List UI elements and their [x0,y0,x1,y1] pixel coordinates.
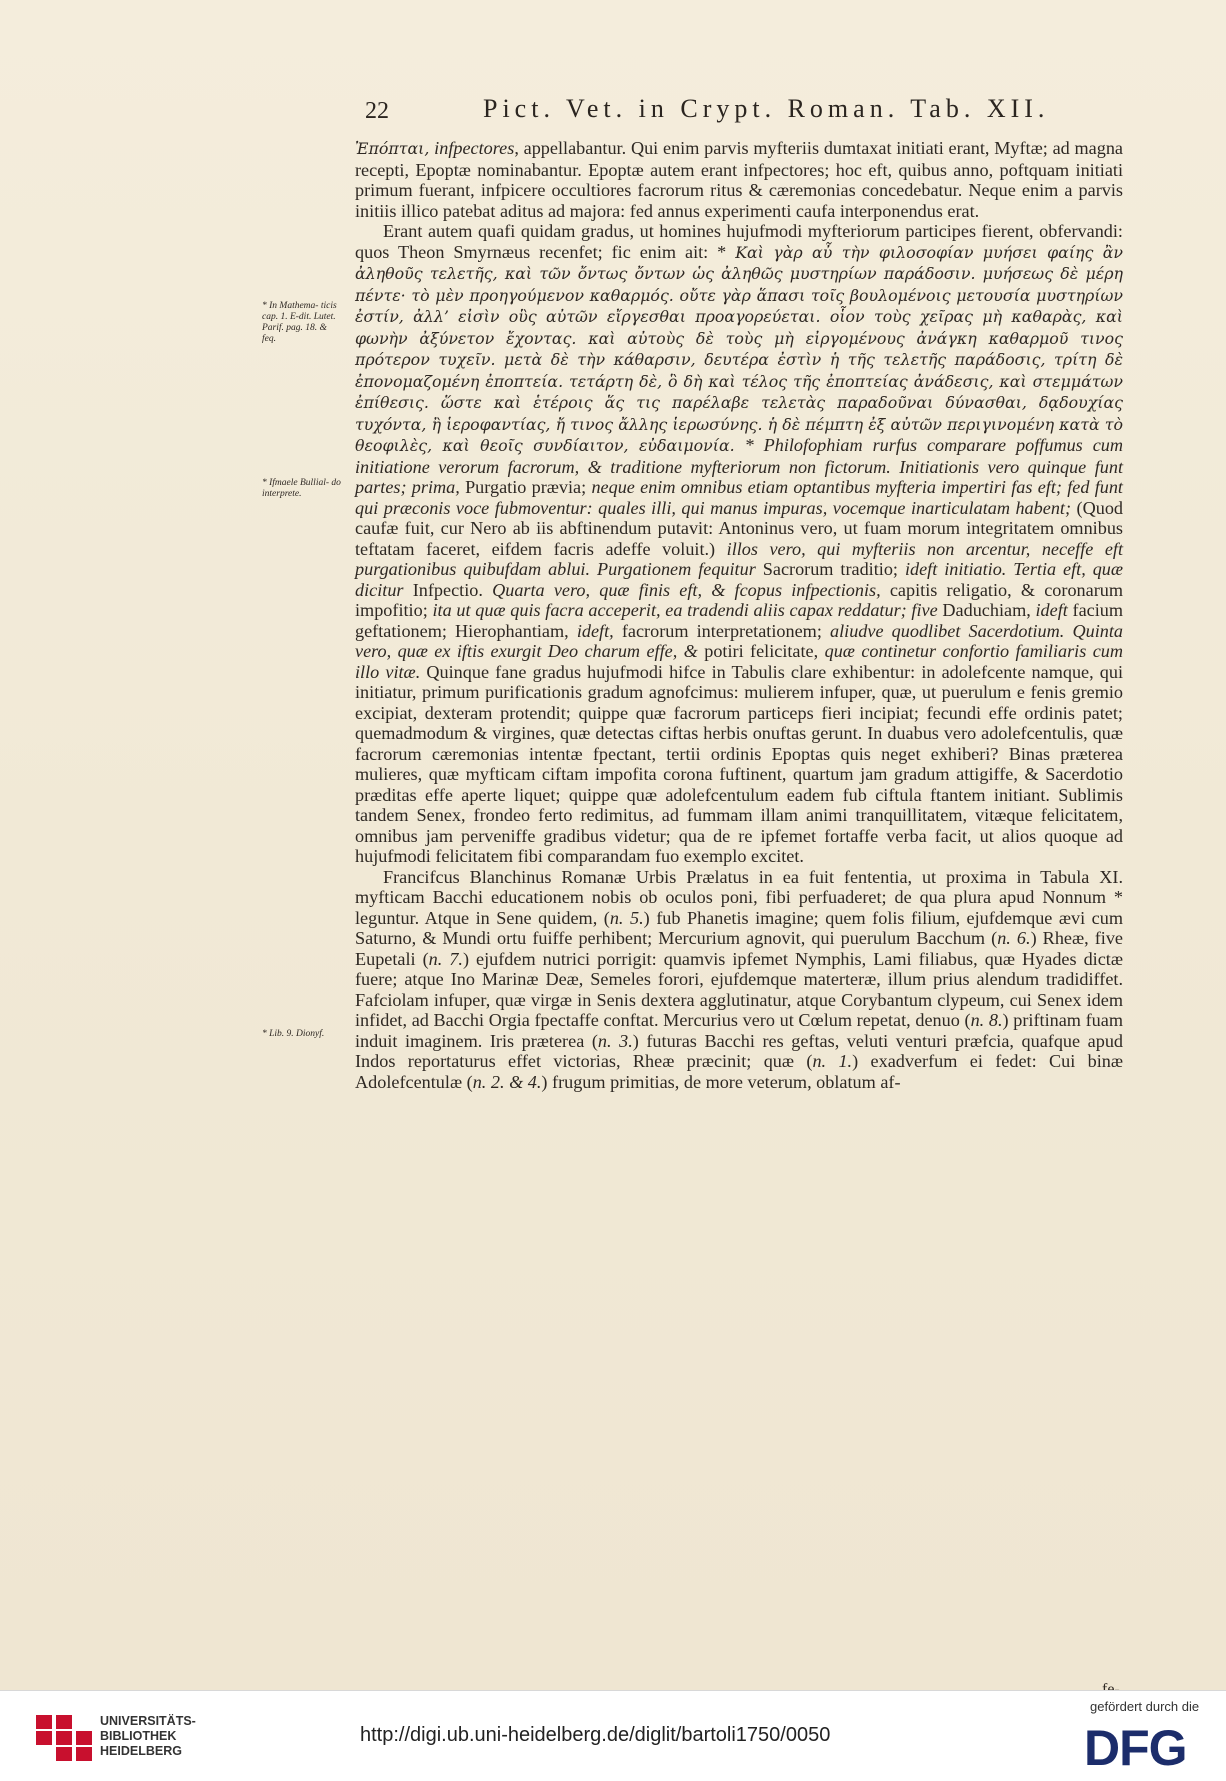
margin-note: * Lib. 9. Dionyf. [262,1029,325,1039]
margin-note: * In Mathema- ticis cap. 1. E-dit. Lutet. Parif. pag. 18. & feq. [262,301,337,344]
dfg-logo-text: DFG [1084,1720,1187,1771]
funding-label: gefördert durch die [1090,1699,1200,1714]
paragraph: Erant autem quafi quidam gradus, ut homines hujufmodi myfteriorum participes fierent, obfervandi: quos Theon Smyrnæus recenfet; fic enim ait: * Καὶ γὰρ αὖ τὴν φιλοσοφίαν μυήσει φαίης ἂν ἀληθοῦς τελετῆς, καὶ τῶν ὄντως ὄντων ὡς ἀληθῶς μυστηρίων παράδοσιν. μυήσεως δὲ μέρη πέντε· τὸ μὲν προηγούμενον καθαρμός. οὔτε γὰρ ἅπασι τοῖς βουλομένοις μετουσία μυστηρίων ἐστίν, ἀλλ’ εἰσὶν οὓς αὐτῶν εἴργεσθαι προαγορεύεται. οἷον τοὺς χεῖρας μὴ καθαρὰς, καὶ φωνὴν ἀξύνετον ἔχοντας. καὶ αὐτοὺς δὲ τοὺς μὴ εἰργομένους ἀνάγκη καθαρμοῦ τινος πρότερον τυχεῖν. μετὰ δὲ τὴν κάθαρσιν, δευτέρα ἐστὶν ἡ τῆς τελετῆς παράδοσις, τρίτη δὲ ἐπονομαζομένη ἐποπτεία. τετάρτη δὲ, ὃ δὴ καὶ τέλος τῆς ἐποπτείας ἀνάδεσις, καὶ στεμμάτων ἐπίθεσις. ὥστε καὶ ἑτέροις ἅς τις παρέλαβε τελετὰς παραδοῦναι δύνασθαι, δᾳδουχίας τυχόντα, ἢ ἱεροφαντίας, ἤ τινος ἄλλης ἱερωσύνης. ἡ δὲ πέμπτη ἐξ αὐτῶν περιγινομένη κατὰ τὸ θεοφιλὲς, καὶ θεοῖς συνδίαιτον, εὐδαιμονία. * Philofophiam rurfus comparare poffumus cum initiatione verorum facrorum, & traditione myfteriorum non fictorum. Initiationis vero quinque funt partes; prima, Purgatio prævia; neque enim omnibus etiam optantibus myfteria impertiri fas eft; fed funt qui præconis voce fubmoventur: quales illi, qui manus impuras, vocemque inarticulatam habent; (Quod caufæ fuit, cur Nero ab iis abftinendum putavit: Antoninus vero, ut fuam morum integritatem omnibus teftatam faceret, eifdem facris adeffe voluit.) illos vero, qui myfteriis non arcentur, neceffe eft purgationibus quibufdam ablui. Purgationem fequitur Sacrorum traditio; ideft initiatio. Tertia eft, quæ dicitur Infpectio. Quarta vero, quæ finis eft, & fcopus infpectionis, capitis religatio, & coronarum impofitio; ita ut quæ quis facra acceperit, ea tradendi aliis capax reddatur; five Daduchiam, ideft facium geftationem; Hierophantiam, ideft, facrorum interpretationem; aliudve quodlibet Sacerdotium. Quinta vero, quæ ex iftis exurgit Deo charum effe, & potiri felicitate, quæ continetur confortio familiaris cum illo vitæ. Quinque fane gradus hujufmodi hifce in Tabulis clare exhibentur: in adolefcente namque, qui initiatur, primum purificationis gradum agnofcimus: mulierem infuper, quæ, ut puerulum e fenis gremio excipiat, dexteram protendit; quippe quæ facrorum particeps fieri incipiat; fecundi effe ordinis patet; quemadmodum & virgines, quæ detectas ciftas herbis onuftas gerunt. In duabus vero adolefcentulis, quæ facrorum cæremonias intentæ fpectant, tertii ordinis Epoptas quis neget exhiberi? Binas præterea mulieres, quæ myfticam ciftam impofita corona fuftinent, quartum jam gradum attigiffe, & Sacerdotio præditas effe aperte liquet; quippe quæ adolefcentulum eadem fub ciftula ftantem initiant. Sublimis tandem Senex, frondeo ferto redimitus, ad fummam illam animi tranquillitatem, vitæque felicitatem, omnibus jam perveniffe gradibus videtur; qua de re ipfemet fortaffe verba facit, ut alios quoque ad hujufmodi felicitatem fibi comparandam fuo exemplo excitet. [355,221,1124,866]
running-title: Pict. Vet. in Crypt. Roman. Tab. XII. [483,94,1050,123]
footer-bar [0,1690,1226,1781]
greek-quotation: Καὶ γὰρ αὖ τὴν φιλοσοφίαν μυήσει φαίης ἂν ἀληθοῦς τελετῆς, καὶ τῶν ὄντως ὄντων ὡς ἀληθῶς μυστηρίων παράδοσιν. μυήσεως δὲ μέρη πέντε· τὸ μὲν προηγούμενον καθαρμός. οὔτε γὰρ ἅπασι τοῖς βουλομένοις μετουσία μυστηρίων ἐστίν, ἀλλ’ εἰσὶν οὓς αὐτῶν εἴργεσθαι προαγορεύεται. οἷον τοὺς χεῖρας μὴ καθαρὰς, καὶ φωνὴν ἀξύνετον ἔχοντας. καὶ αὐτοὺς δὲ τοὺς μὴ εἰργομένους ἀνάγκη καθαρμοῦ τινος πρότερον τυχεῖν. μετὰ δὲ τὴν κάθαρσιν, δευτέρα ἐστὶν ἡ τῆς τελετῆς παράδοσις, τρίτη δὲ ἐπονομαζομένη ἐποπτεία. τετάρτη δὲ, ὃ δὴ καὶ τέλος τῆς ἐποπτείας ἀνάδεσις, καὶ στεμμάτων ἐπίθεσις. ὥστε καὶ ἑτέροις ἅς τις παρέλαβε τελετὰς παραδοῦναι δύνασθαι, δᾳδουχίας τυχόντα, ἢ ἱεροφαντίας, ἤ τινος ἄλλης ἱερωσύνης. ἡ δὲ πέμπτη ἐξ αὐτῶν περιγινομένη κατὰ τὸ θεοφιλὲς, καὶ θεοῖς συνδίαιτον, εὐδαιμονία. [355,242,1124,455]
paragraph: Ἐπόπται, infpectores, appellabantur. Qui enim parvis myfteriis dumtaxat initiati erant, Myftæ; ad magna recepti, Epoptæ nominabantur. Epoptæ autem erant infpectores; hoc eft, quibus anno, poftquam initiati primum fuerant, infpicere occultiores facrorum ritus & cæremonias concedebatur. Neque enim a parvis initiis illico patebat aditus ad majora: fed annus experimenti caufa interponendus erat. [355,138,1124,221]
paragraph: Francifcus Blanchinus Romanæ Urbis Prælatus in ea fuit fententia, ut proxima in Tabula XI. myfticam Bacchi educationem nobis ob oculos poni, fibi perfuaderet; de qua plura apud Nonnum * leguntur. Atque in Sene quidem, (n. 5.) fub Phanetis imagine; quem folis filium, ejufdemque ævi cum Saturno, & Mundi ortu fuiffe perhibent; Mercurium agnovit, qui puerulum Bacchum (n. 6.) Rheæ, five Eupetali (n. 7.) ejufdem nutrici porrigit: quamvis ipfemet Nymphis, Lami filiabus, quæ Hyades dictæ fuere; atque Ino Marinæ Deæ, Semeles forori, ejufdemque materteræ, illum prius alendum tradidiffet. Fafciolam infuper, quæ virgæ in Senis dextera agglutinatur, atque Corybantum clypeum, cui Senex idem infidet, ad Bacchi Orgia fpectaffe conftat. Mercurius vero ut Cœlum repetat, denuo (n. 8.) priftinam fuam induit imaginem. Iris præterea (n. 3.) futuras Bacchi res geftas, veluti venturi præfcia, quafque apud Indos reportaturus effet victorias, Rheæ præcinit; quæ (n. 1.) exadverfum ei fedet: Cui binæ Adolefcentulæ (n. 2. & 4.) frugum primitias, de more veterum, oblatum af- [355,866,1124,1092]
page-number: 22 [365,98,389,124]
body-text [355,138,1123,1092]
margin-note: * Ifmaele Bullial- do interprete. [262,478,341,499]
university-logo-icon [36,1715,92,1761]
university-name: UNIVERSITÄTS- BIBLIOTHEK HEIDELBERG [100,1714,196,1758]
page-url-link[interactable]: http://digi.ub.uni-heidelberg.de/diglit/bartoli1750/0050 [360,1724,831,1746]
page-header [365,94,1050,134]
dfg-logo-icon [1082,1719,1202,1771]
